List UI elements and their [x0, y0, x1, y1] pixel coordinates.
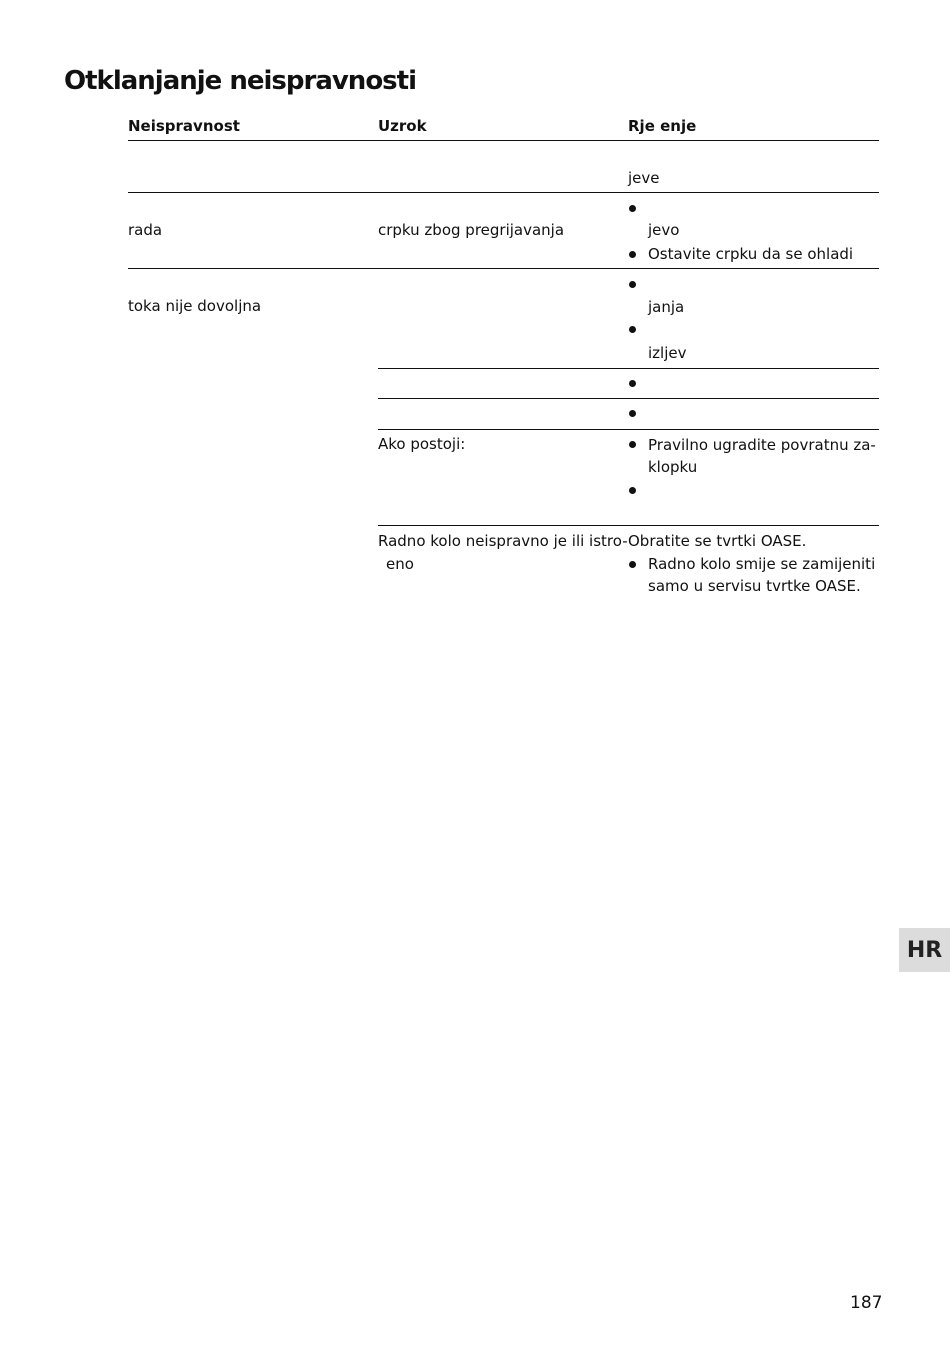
bullet-icon: [629, 380, 636, 387]
language-tab-label: HR: [906, 937, 943, 963]
solution-bullet-text-line1: Radno kolo smije se zamijeniti: [648, 555, 876, 573]
bullet-icon: [629, 441, 636, 448]
cause-text-line1: Radno kolo neispravno je ili istro-: [378, 532, 628, 550]
solution-text: jevo: [648, 221, 680, 239]
cause-text: crpku zbog pregrijavanja: [378, 221, 565, 239]
solution-bullet-text-line2: klopku: [648, 458, 698, 476]
bullet-icon: [629, 410, 636, 417]
problem-text: rada: [128, 221, 163, 239]
sub-row-divider: [378, 398, 879, 399]
row-divider: [128, 268, 879, 269]
column-header-problem: Neispravnost: [128, 117, 240, 135]
column-header-cause: Uzrok: [378, 117, 427, 135]
solution-bullet-text-line2: samo u servisu tvrtke OASE.: [648, 577, 861, 595]
bullet-icon: [629, 561, 636, 568]
solution-bullet-text: Ostavite crpku da se ohladi: [648, 245, 854, 263]
cause-text: Ako postoji:: [378, 435, 466, 453]
problem-text: toka nije dovoljna: [128, 297, 262, 315]
bullet-icon: [629, 326, 636, 333]
bullet-icon: [629, 205, 636, 212]
solution-text: janja: [648, 298, 685, 316]
column-header-solution: Rje enje: [628, 117, 697, 135]
bullet-icon: [629, 281, 636, 288]
page-title: Otklanjanje neispravnosti: [64, 66, 416, 96]
row-divider: [128, 192, 879, 193]
sub-row-divider: [378, 525, 879, 526]
bullet-icon: [629, 487, 636, 494]
sub-row-divider: [378, 429, 879, 430]
bullet-icon: [629, 251, 636, 258]
solution-bullet-text-line1: Pravilno ugradite povratnu za-: [648, 436, 876, 454]
header-divider: [128, 140, 879, 141]
sub-row-divider: [378, 368, 879, 369]
language-tab: [899, 928, 950, 972]
solution-text: Obratite se tvrtki OASE.: [628, 532, 807, 550]
solution-text: jeve: [628, 169, 660, 187]
page-number: 187: [850, 1293, 883, 1313]
cause-text-line2: eno: [386, 555, 414, 573]
solution-text: izljev: [648, 344, 687, 362]
